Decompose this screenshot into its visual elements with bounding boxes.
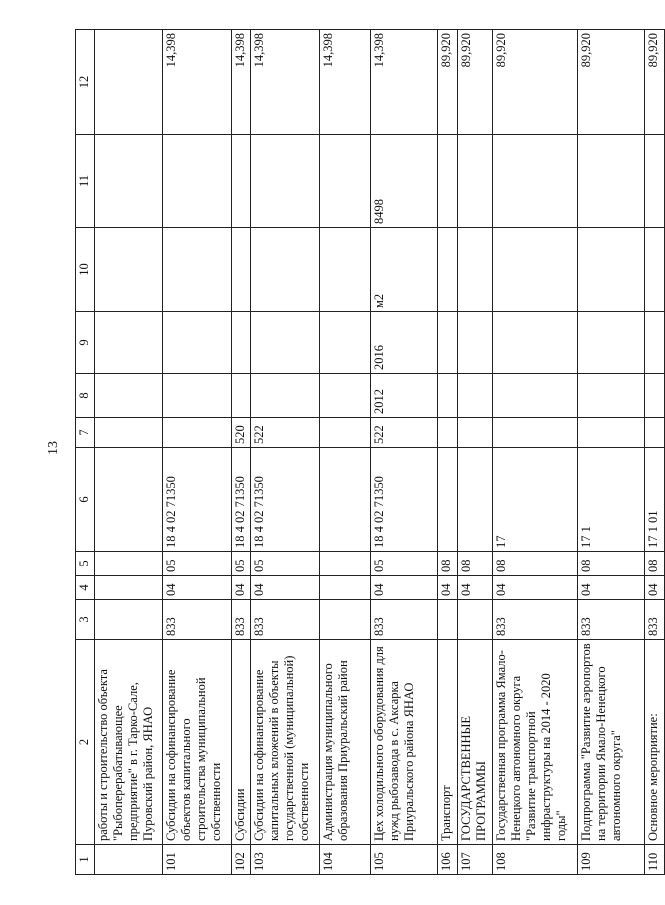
cell-col-6: 17 1 01 [645,448,665,552]
cell-col-4: 04 [251,576,319,600]
column-header: 8 [76,374,95,418]
rotated-table-container [75,30,665,875]
cell-col-4: 04 [493,576,578,600]
column-header: 5 [76,552,95,576]
cell-col-4: 04 [438,576,458,600]
cell-col-11 [645,135,665,228]
cell-col-7 [578,418,645,448]
cell-col-9 [231,312,251,374]
cell-col-8 [95,374,163,418]
table-row [578,30,645,875]
column-header: 10 [76,228,95,312]
cell-col-12: 89,920 [645,30,665,135]
table-row [493,30,578,875]
cell-col-5: 08 [457,552,493,576]
cell-col-8: 2012 [370,374,437,418]
column-header: 11 [76,135,95,228]
column-header: 9 [76,312,95,374]
column-header: 2 [76,640,95,845]
cell-col-12: 89,920 [438,30,458,135]
cell-col-12: 89,920 [578,30,645,135]
cell-col-1: 102 [231,845,251,875]
budget-table [75,29,665,875]
cell-col-2: Основное мероприятие: [645,640,665,845]
cell-col-11 [493,135,578,228]
cell-col-6: 18 4 02 71350 [231,448,251,552]
cell-col-3: 833 [578,600,645,640]
cell-col-1: 101 [163,845,231,875]
header-row [76,30,95,875]
cell-col-5: 08 [493,552,578,576]
table-row [370,30,437,875]
cell-col-6: 18 4 02 71350 [251,448,319,552]
cell-col-7 [163,418,231,448]
cell-col-1: 108 [493,845,578,875]
cell-col-1 [95,845,163,875]
cell-col-11 [163,135,231,228]
cell-col-5: 08 [645,552,665,576]
cell-col-3 [319,600,370,640]
cell-col-5: 05 [370,552,437,576]
cell-col-10 [578,228,645,312]
cell-col-1: 106 [438,845,458,875]
cell-col-10 [645,228,665,312]
cell-col-10 [231,228,251,312]
table-row [251,30,319,875]
cell-col-7 [645,418,665,448]
cell-col-3 [95,600,163,640]
cell-col-1: 107 [457,845,493,875]
cell-col-5: 05 [251,552,319,576]
cell-col-11 [95,135,163,228]
cell-col-1: 110 [645,845,665,875]
cell-col-9 [578,312,645,374]
cell-col-4 [95,576,163,600]
cell-col-2: Субсидии на софинансирование объектов капитального строительства муниципальной собственности [163,640,231,845]
column-header: 3 [76,600,95,640]
cell-col-5: 05 [163,552,231,576]
cell-col-11 [319,135,370,228]
cell-col-4: 04 [231,576,251,600]
cell-col-8 [645,374,665,418]
cell-col-10 [163,228,231,312]
column-header: 1 [76,845,95,875]
cell-col-3: 833 [251,600,319,640]
cell-col-2: Подпрограмма "Развитие аэропортов на территории Ямало-Ненецкого автономного округа" [578,640,645,845]
table-row [438,30,458,875]
cell-col-12: 14,398 [231,30,251,135]
table-row [645,30,665,875]
cell-col-1: 109 [578,845,645,875]
column-header: 7 [76,418,95,448]
cell-col-9 [95,312,163,374]
cell-col-6: 17 [493,448,578,552]
cell-col-4 [319,576,370,600]
cell-col-5 [95,552,163,576]
cell-col-4: 04 [457,576,493,600]
cell-col-9 [645,312,665,374]
cell-col-9 [251,312,319,374]
cell-col-2: ГОСУДАРСТВЕННЫЕ ПРОГРАММЫ [457,640,493,845]
cell-col-8 [457,374,493,418]
cell-col-12: 14,398 [251,30,319,135]
cell-col-6 [319,448,370,552]
cell-col-8 [493,374,578,418]
cell-col-2: Цех холодильного оборудования для нужд рыбозавода в с. Аксарка Приуральского района ЯНАО [370,640,437,845]
cell-col-3: 833 [163,600,231,640]
cell-col-8 [163,374,231,418]
table-row [457,30,493,875]
cell-col-7: 522 [370,418,437,448]
cell-col-8 [438,374,458,418]
cell-col-12: 14,398 [319,30,370,135]
table-row [163,30,231,875]
cell-col-4: 04 [578,576,645,600]
cell-col-10 [457,228,493,312]
cell-col-3 [457,600,493,640]
cell-col-9 [438,312,458,374]
cell-col-1: 104 [319,845,370,875]
cell-col-11 [251,135,319,228]
table-row [231,30,251,875]
cell-col-7 [438,418,458,448]
cell-col-2: работы и строительство объекта "Рыбоперерабатывающее предприятие" в г. Тарко-Сале, Пуровский район, ЯНАО [95,640,163,845]
table-row [319,30,370,875]
cell-col-7 [319,418,370,448]
cell-col-12: 14,398 [370,30,437,135]
cell-col-11 [438,135,458,228]
cell-col-6: 18 4 02 71350 [163,448,231,552]
table-body [95,30,665,875]
cell-col-11: 8498 [370,135,437,228]
cell-col-2: Субсидии на софинансирование капитальных вложений в объекты государственной (муниципальной) собственности [251,640,319,845]
cell-col-10 [493,228,578,312]
cell-col-2: Транспорт [438,640,458,845]
column-header: 6 [76,448,95,552]
cell-col-10: м2 [370,228,437,312]
cell-col-9 [319,312,370,374]
page-number: 13 [46,441,61,455]
cell-col-2: Государственная программа Ямало-Ненецкого автономного округа "Развитие транспортной инфраструктуры на 2014 - 2020 годы" [493,640,578,845]
cell-col-12: 89,920 [493,30,578,135]
cell-col-7 [457,418,493,448]
cell-col-12: 14,398 [163,30,231,135]
cell-col-7 [95,418,163,448]
cell-col-5: 08 [578,552,645,576]
cell-col-3: 833 [645,600,665,640]
cell-col-10 [319,228,370,312]
cell-col-11 [457,135,493,228]
cell-col-12 [95,30,163,135]
cell-col-11 [231,135,251,228]
cell-col-2: Субсидии [231,640,251,845]
column-header: 4 [76,576,95,600]
cell-col-3 [438,600,458,640]
cell-col-8 [578,374,645,418]
cell-col-5: 08 [438,552,458,576]
cell-col-6 [95,448,163,552]
column-header: 12 [76,30,95,135]
cell-col-4: 04 [370,576,437,600]
cell-col-7: 522 [251,418,319,448]
cell-col-9 [457,312,493,374]
cell-col-3: 833 [493,600,578,640]
cell-col-1: 103 [251,845,319,875]
cell-col-3: 833 [370,600,437,640]
cell-col-3: 833 [231,600,251,640]
cell-col-9: 2016 [370,312,437,374]
cell-col-4: 04 [645,576,665,600]
cell-col-10 [438,228,458,312]
cell-col-4: 04 [163,576,231,600]
cell-col-9 [493,312,578,374]
cell-col-12: 89,920 [457,30,493,135]
cell-col-7: 520 [231,418,251,448]
cell-col-5 [319,552,370,576]
cell-col-2: Администрация муниципального образования Приуральский район [319,640,370,845]
cell-col-6 [457,448,493,552]
cell-col-10 [95,228,163,312]
cell-col-1: 105 [370,845,437,875]
table-row [95,30,163,875]
cell-col-8 [319,374,370,418]
cell-col-5: 05 [231,552,251,576]
cell-col-8 [231,374,251,418]
cell-col-6: 18 4 02 71350 [370,448,437,552]
cell-col-8 [251,374,319,418]
cell-col-6: 17 1 [578,448,645,552]
cell-col-10 [251,228,319,312]
cell-col-7 [493,418,578,448]
cell-col-6 [438,448,458,552]
cell-col-11 [578,135,645,228]
cell-col-9 [163,312,231,374]
